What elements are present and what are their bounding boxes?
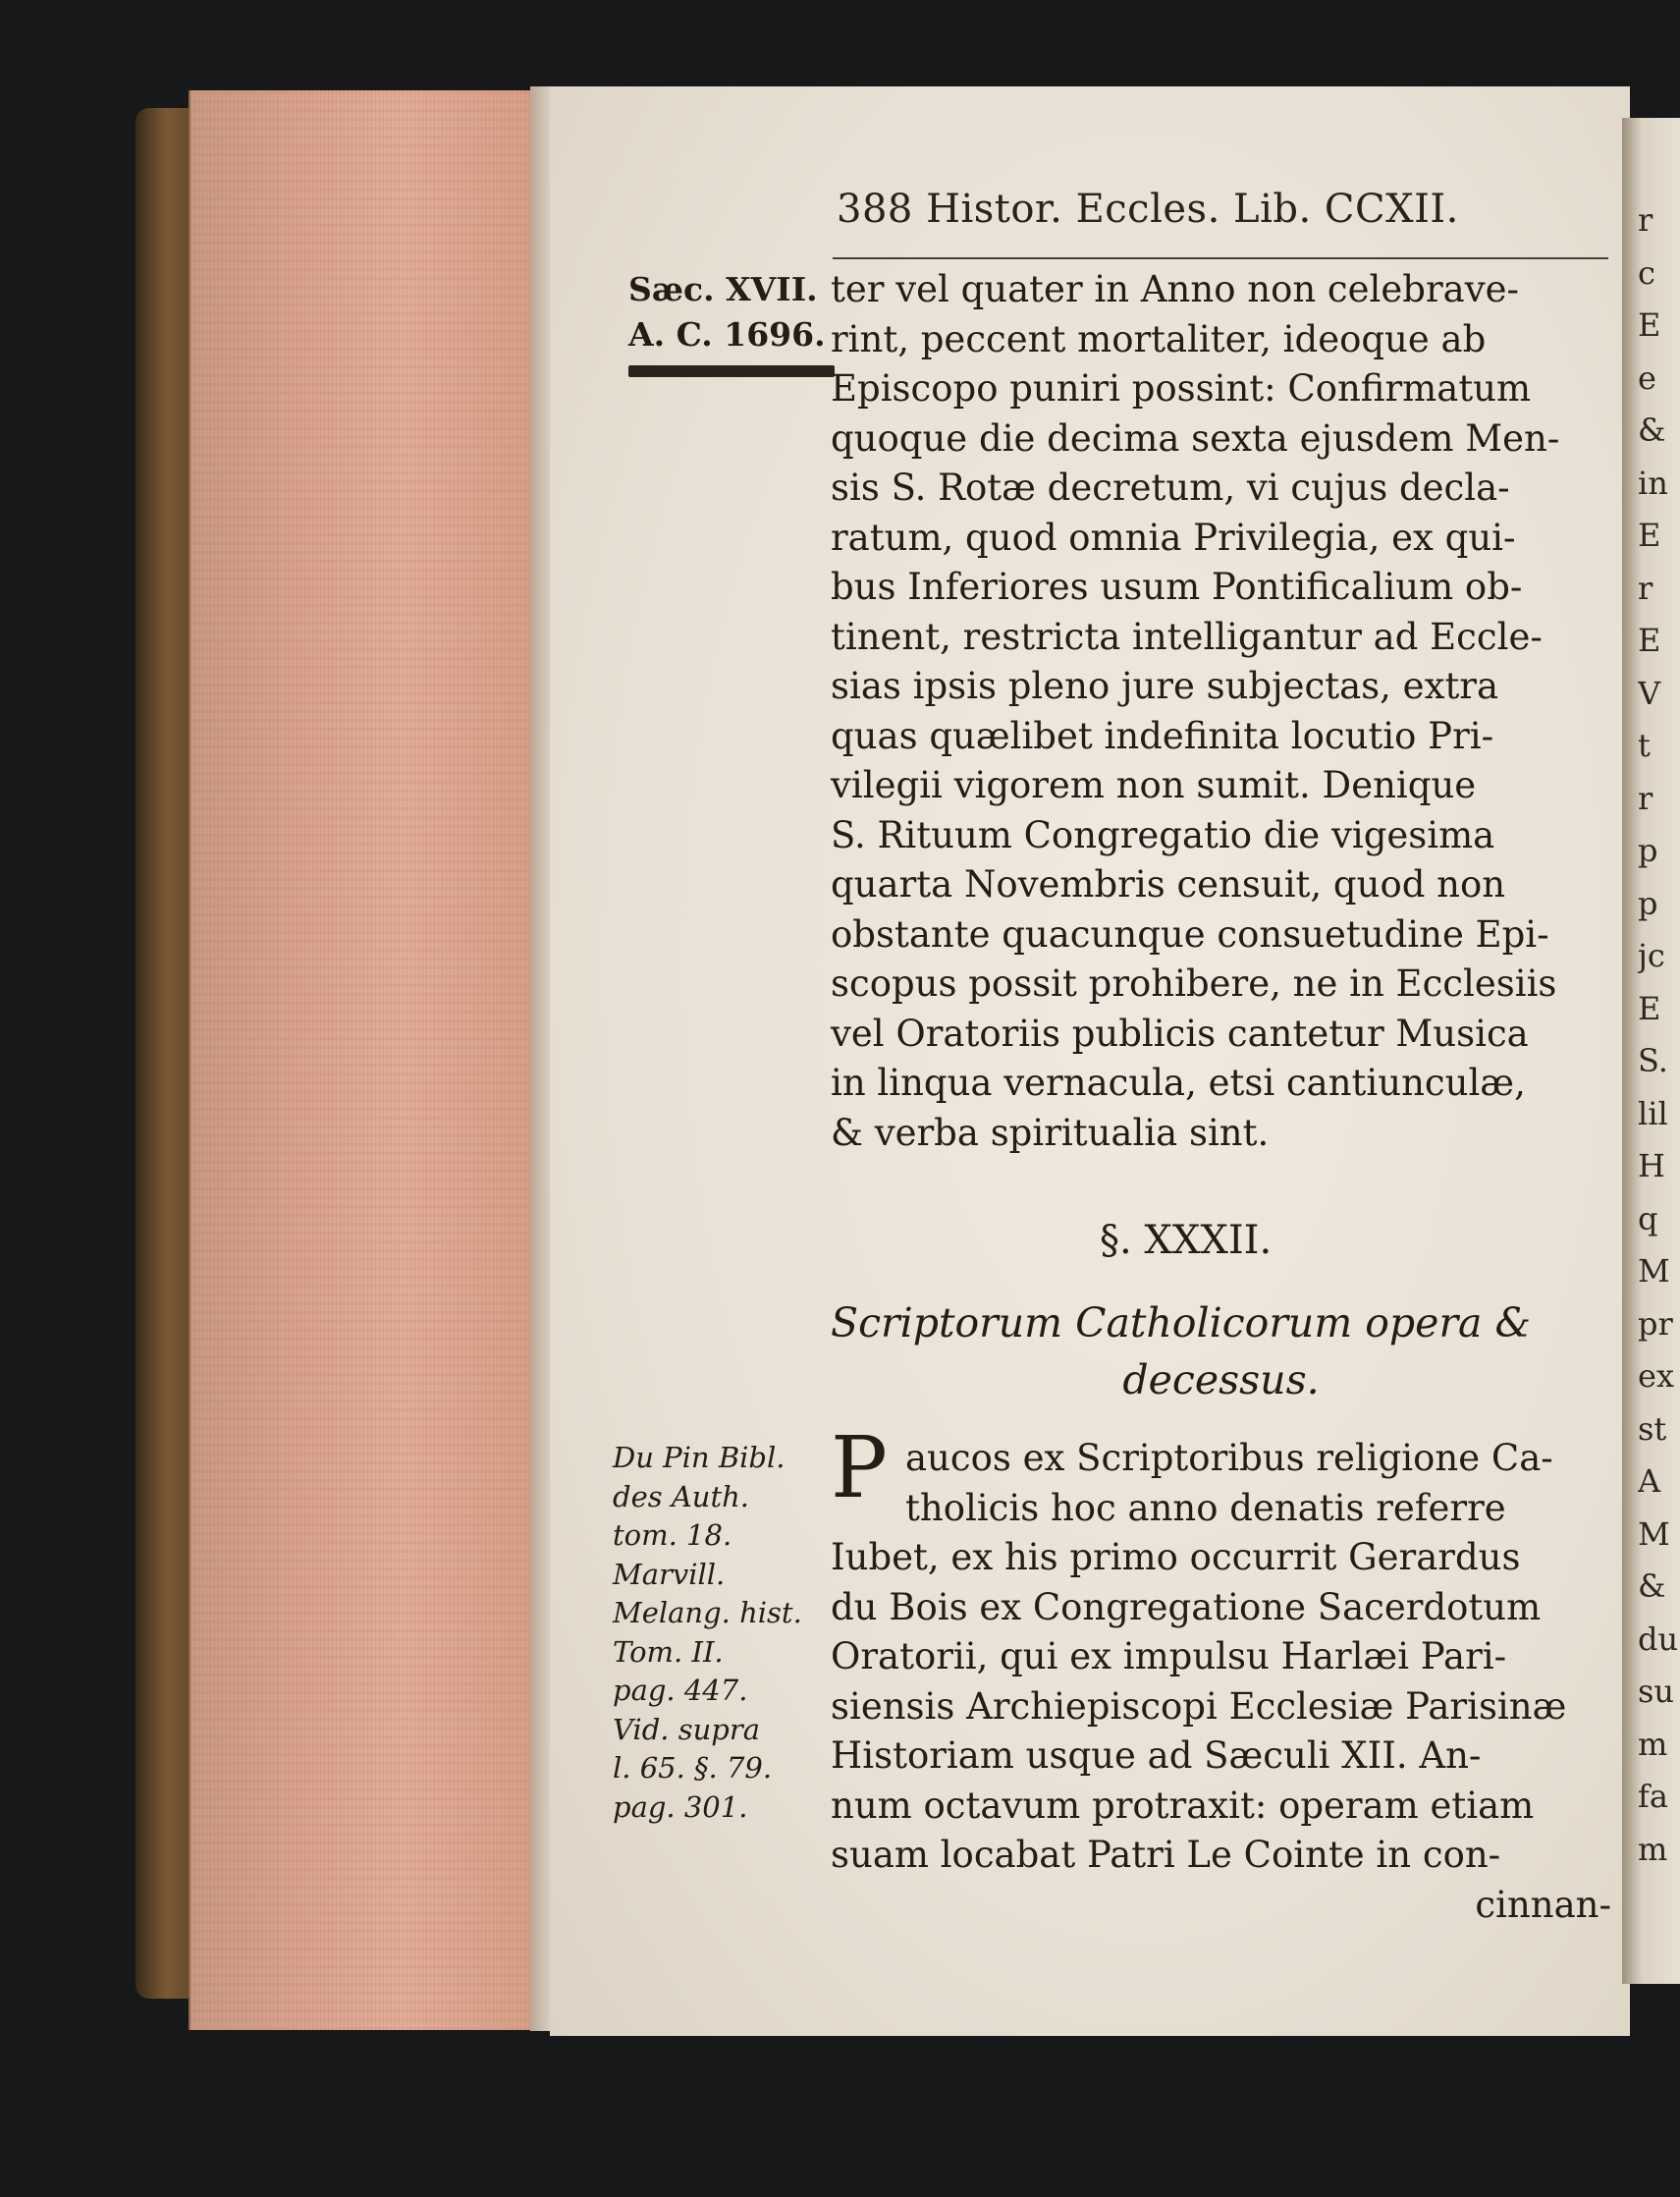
margin-note-line: A. C. 1696. xyxy=(628,315,826,354)
text-line: sis S. Rotæ decretum, vi cujus decla- xyxy=(831,467,1510,509)
facing-page-letter: S. xyxy=(1638,1042,1668,1079)
text-line: quarta Novembris censuit, quod non xyxy=(831,863,1506,906)
text-line: S. Rituum Congregatio die vigesima xyxy=(831,813,1495,856)
reference-line: tom. 18. xyxy=(613,1518,732,1552)
text-line: Oratorii, qui ex impulsu Harlæi Pari- xyxy=(831,1635,1507,1677)
facing-page-letter: m xyxy=(1638,1725,1668,1763)
facing-page-letter: c xyxy=(1638,253,1655,292)
reference-line: Du Pin Bibl. xyxy=(613,1441,786,1474)
facing-page-letter: H xyxy=(1638,1147,1665,1184)
text-line: num octavum protraxit: operam etiam xyxy=(831,1784,1535,1827)
text-line: Historiam usque ad Sæculi XII. An- xyxy=(831,1734,1482,1777)
section-heading-line: decessus. xyxy=(1122,1356,1320,1403)
facing-page-letter: e xyxy=(1638,358,1656,397)
facing-page-letter: pr xyxy=(1638,1304,1673,1343)
text-line: sias ipsis pleno jure subjectas, extra xyxy=(831,665,1499,707)
text-line: scopus possit prohibere, ne in Ecclesiis xyxy=(831,962,1557,1005)
running-head: 388 Histor. Eccles. Lib. CCXII. xyxy=(837,187,1459,232)
text-line: vel Oratoriis publicis cantetur Musica xyxy=(831,1012,1529,1055)
facing-page-letter: r xyxy=(1638,201,1653,239)
reference-line: pag. 447. xyxy=(613,1674,748,1707)
facing-page-letter: t xyxy=(1638,727,1651,764)
text-line: quoque die decima sexta ejusdem Men- xyxy=(831,416,1560,460)
text-line: tinent, restricta intelligantur ad Eccle- xyxy=(831,615,1543,658)
text-line: & verba spiritualia sint. xyxy=(831,1111,1270,1154)
facing-page-letter: V xyxy=(1638,674,1661,712)
margin-rule-bar xyxy=(628,365,835,377)
text-line: ratum, quod omnia Privilegia, ex qui- xyxy=(831,516,1516,559)
text-line: du Bois ex Congregatione Sacerdotum xyxy=(831,1585,1542,1628)
facing-page-letter: & xyxy=(1638,412,1666,449)
text-line: aucos ex Scriptoribus religione Ca- xyxy=(905,1437,1553,1479)
facing-page-letter: & xyxy=(1638,1567,1666,1605)
facing-page-letter: m xyxy=(1638,1830,1668,1868)
text-line: in linqua vernacula, etsi cantiunculæ, xyxy=(831,1062,1526,1104)
text-line: bus Inferiores usum Pontificalium ob- xyxy=(831,566,1523,608)
text-line: siensis Archiepiscopi Ecclesiæ Parisinæ xyxy=(831,1684,1567,1728)
drop-capital: P xyxy=(831,1419,888,1517)
margin-note-century xyxy=(628,267,826,357)
facing-page-letter: q xyxy=(1638,1199,1658,1237)
facing-page-letter: p xyxy=(1638,832,1658,869)
margin-reference-note xyxy=(613,1439,802,1827)
text-line: Iubet, ex his primo occurrit Gerardus xyxy=(831,1536,1521,1578)
facing-page-letter: M xyxy=(1638,1252,1670,1290)
section-number: §. XXXII. xyxy=(1100,1218,1273,1263)
facing-page-letter: r xyxy=(1638,779,1653,817)
text-line: quas quælibet indefinita locutio Pri- xyxy=(831,714,1494,757)
facing-page-letter: E xyxy=(1638,622,1661,659)
reference-line: Marvill. xyxy=(613,1557,726,1591)
text-line: obstante quacunque consuetudine Epi- xyxy=(831,912,1549,956)
text-line: vilegii vigorem non sumit. Denique xyxy=(831,764,1477,806)
text-line: suam locabat Patri Le Cointe in con- xyxy=(831,1834,1501,1876)
facing-page-letter: p xyxy=(1638,884,1658,922)
facing-page-fragment xyxy=(1638,194,1680,1876)
catchword: cinnan- xyxy=(1475,1883,1611,1926)
reference-line: Melang. hist. xyxy=(613,1596,802,1629)
reference-line: pag. 301. xyxy=(613,1789,748,1824)
facing-page-letter: du xyxy=(1638,1620,1679,1658)
reference-line: l. 65. §. 79. xyxy=(613,1751,773,1785)
facing-page-letter: lil xyxy=(1638,1094,1668,1132)
margin-note-line: Sæc. XVII. xyxy=(628,270,818,308)
second-text-block xyxy=(831,1434,1611,1930)
facing-page-letter: E xyxy=(1638,306,1661,344)
page-block-edge xyxy=(189,90,544,2030)
facing-page-letter: M xyxy=(1638,1514,1670,1553)
text-line: tholicis hoc anno denatis referre xyxy=(905,1486,1506,1529)
reference-line: Tom. II. xyxy=(613,1634,724,1669)
facing-page-letter: ex xyxy=(1638,1357,1674,1395)
facing-page-letter: fa xyxy=(1638,1778,1668,1815)
facing-page-letter: r xyxy=(1638,569,1653,607)
facing-page-letter: E xyxy=(1638,517,1661,554)
section-heading-line: Scriptorum Catholicorum opera & xyxy=(831,1299,1532,1346)
text-line: Episcopo puniri possint: Confirmatum xyxy=(831,367,1532,410)
text-line: rint, peccent mortaliter, ideoque ab xyxy=(831,317,1487,360)
main-text-block xyxy=(831,265,1611,1158)
facing-page-letter: in xyxy=(1638,464,1668,502)
facing-page-letter: jc xyxy=(1638,937,1665,974)
header-rule xyxy=(833,257,1608,259)
reference-line: des Auth. xyxy=(613,1479,749,1513)
text-line: ter vel quater in Anno non celebrave- xyxy=(831,268,1520,310)
facing-page-letter: E xyxy=(1638,989,1661,1027)
reference-line: Vid. supra xyxy=(613,1712,760,1746)
facing-page-letter: A xyxy=(1638,1462,1661,1500)
facing-page-letter: su xyxy=(1638,1673,1675,1710)
facing-page-letter: st xyxy=(1638,1409,1667,1448)
section-heading xyxy=(831,1294,1611,1408)
